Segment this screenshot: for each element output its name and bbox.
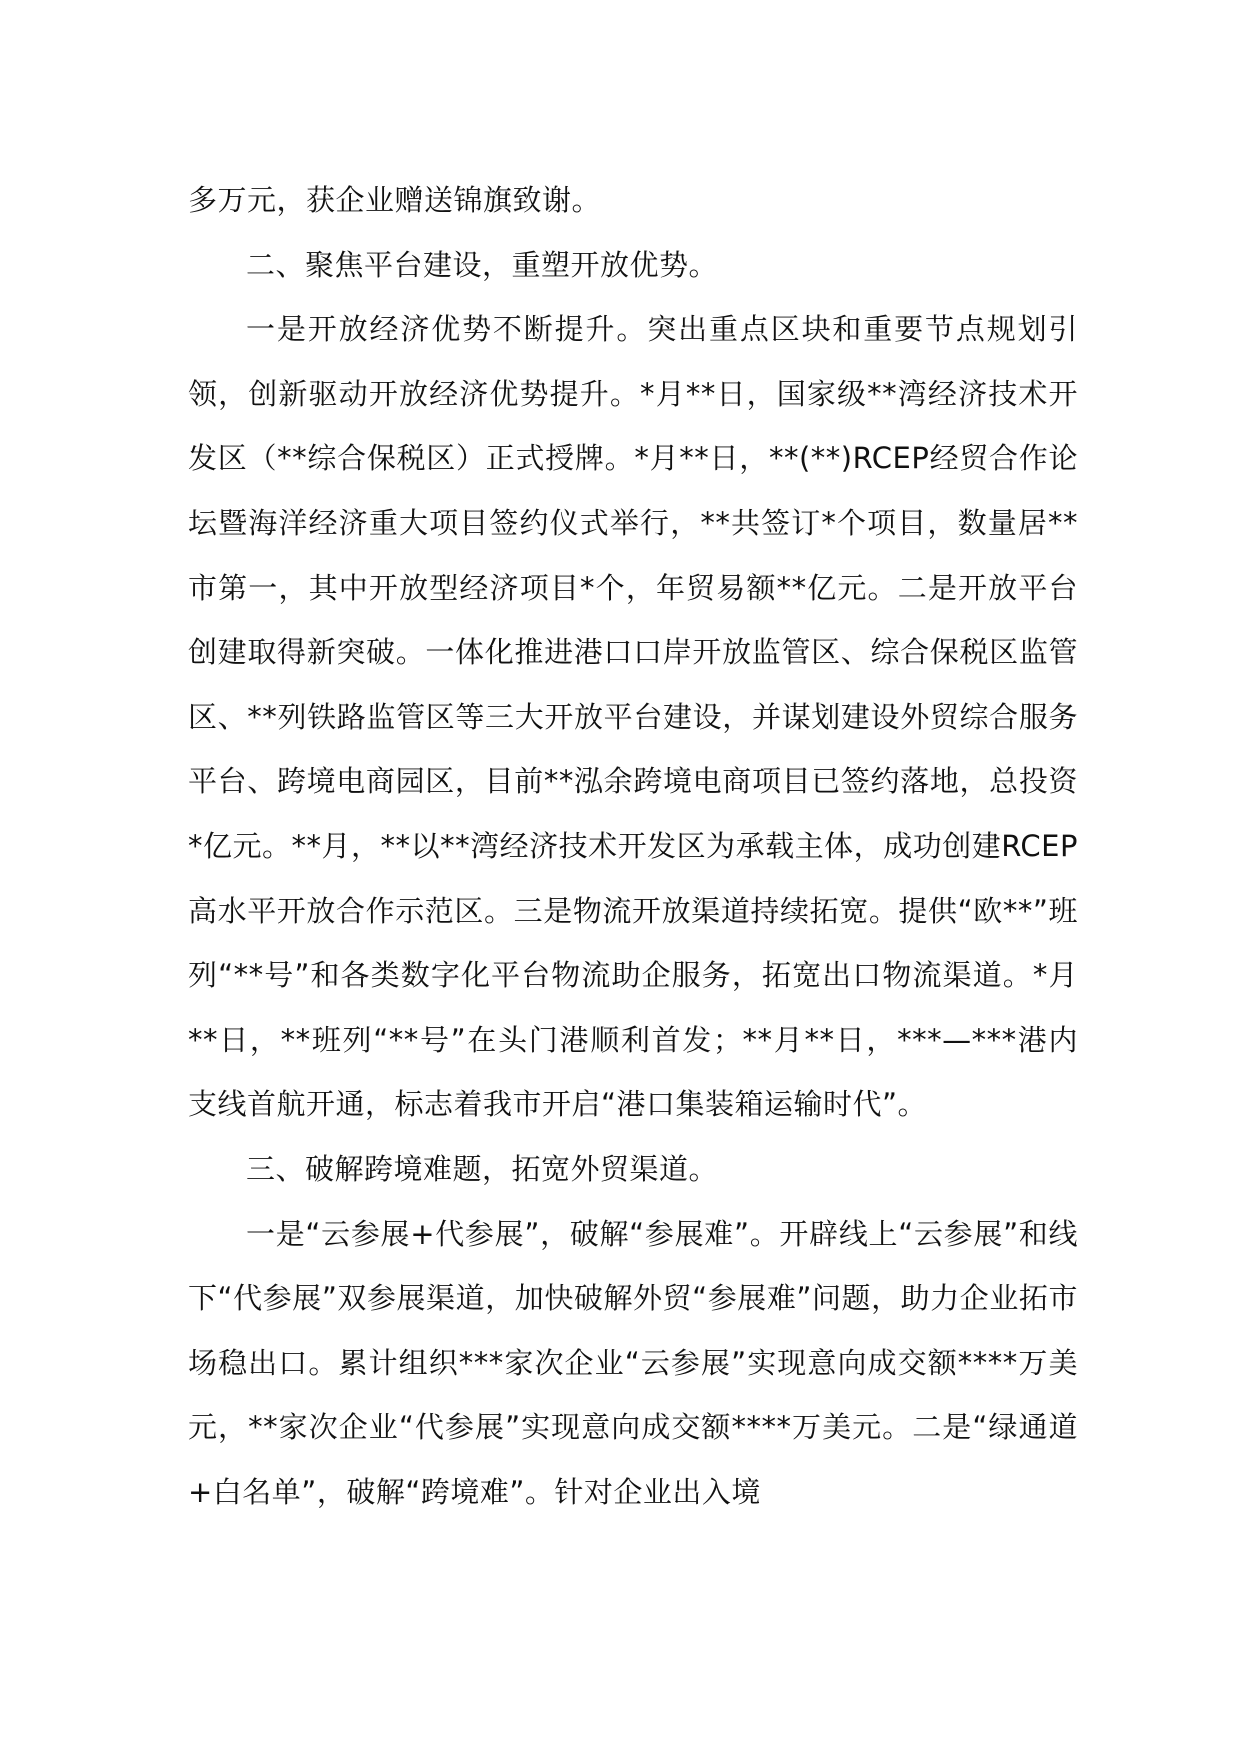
document-body xyxy=(188,168,1078,1524)
paragraph-cross-border: 一是“云参展+代参展”，破解“参展难”。开辟线上“云参展”和线下“代参展”双参展渠道，加快破解外贸“参展难”问题，助力企业拓市场稳出口。累计组织***家次企业“云参展”实现意向成交额****万美元，**家次企业“代参展”实现意向成交额****万美元。二是“绿通道+白名单”，破解“跨境难”。针对企业出入境 xyxy=(188,1216,1078,1509)
section-heading-2: 二、聚焦平台建设，重塑开放优势。 xyxy=(246,247,719,282)
section-heading-3: 三、破解跨境难题，拓宽外贸渠道。 xyxy=(246,1151,719,1186)
paragraph-continuation: 多万元，获企业赠送锦旗致谢。 xyxy=(188,183,602,217)
paragraph-open-economy: 一是开放经济优势不断提升。突出重点区块和重要节点规划引领，创新驱动开放经济优势提升。*月**日，国家级**湾经济技术开发区（**综合保税区）正式授牌。*月**日，**(**)RCEP经贸合作论坛暨海洋经济重大项目签约仪式举行，**共签订*个项目，数量居**市第一，其中开放型经济项目*个，年贸易额**亿元。二是开放平台创建取得新突破。一体化推进港口口岸开放监管区、综合保税区监管区、**列铁路监管区等三大开放平台建设，并谋划建设外贸综合服务平台、跨境电商园区，目前**泓余跨境电商项目已签约落地，总投资*亿元。**月，**以**湾经济技术开发区为承载主体，成功创建RCEP高水平开放合作示范区。三是物流开放渠道持续拓宽。提供“欧**”班列“**号”和各类数字化平台物流助企服务，拓宽出口物流渠道。*月**日，**班列“**号”在头门港顺利首发；**月**日，***—***港内支线首航开通，标志着我市开启“港口集装箱运输时代”。 xyxy=(188,312,1078,1122)
